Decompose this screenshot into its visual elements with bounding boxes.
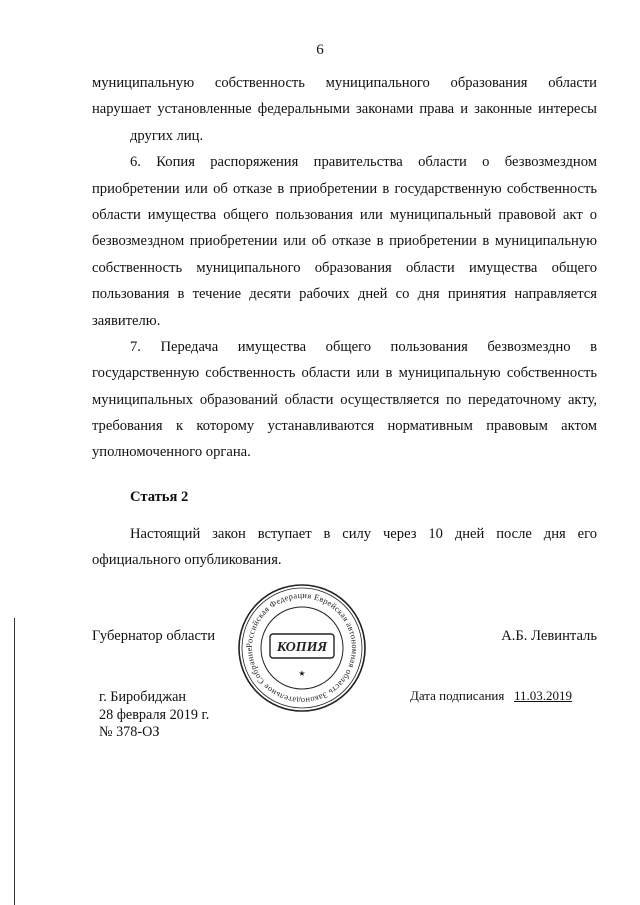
star-icon: ★ (298, 669, 306, 678)
stamp-ring-text: Российская Федерация Еврейская автономная область Законодательное Собрание (244, 590, 360, 706)
article-body (92, 520, 597, 573)
adoption-date: 28 февраля 2019 г. (99, 706, 210, 723)
body-line: нарушает установленные федеральными законами права и законные интересы (92, 101, 597, 118)
body-line: уполномоченного органа. (92, 444, 251, 461)
copy-stamp (236, 582, 368, 714)
body-line: государственную собственность области или в муниципальную собственность (92, 365, 597, 382)
article-line: официального опубликования. (92, 552, 282, 569)
body-line: пользования в течение десяти рабочих дней со дня принятия направляется (92, 286, 597, 303)
body-line: муниципальную собственность муниципального образования области (92, 75, 597, 91)
body-line: приобретении или об отказе в приобретении в государственную собственность (92, 180, 597, 197)
body-line: требования к которому устанавливаются нормативным правовым актом (92, 418, 597, 435)
signatory-name: А.Б. Левинталь (501, 628, 597, 644)
law-number: № 378-ОЗ (99, 724, 160, 740)
article-line: Настоящий закон вступает в силу через 10 дней после дня его (130, 526, 597, 542)
body-line: 6. Копия распоряжения правительства области о безвозмездном (130, 154, 597, 171)
scan-margin-line (14, 618, 15, 905)
stamp-center-text: КОПИЯ (276, 640, 328, 655)
page-number: 6 (316, 42, 324, 58)
signing-date-label: Дата подписания (410, 688, 505, 703)
law-body-text (92, 70, 597, 466)
body-line: других лиц. (130, 127, 204, 144)
place-date-number-block (99, 689, 209, 742)
body-line: 7. Передача имущества общего пользования безвозмездно в (130, 338, 597, 355)
body-line: заявителю. (92, 312, 161, 329)
signing-date-value: 11.03.2019 (514, 688, 573, 703)
body-line: безвозмездном приобретении или об отказе в приобретении в муниципальную (92, 233, 597, 250)
signatory-position: Губернатор области (92, 628, 216, 644)
body-line: собственность муниципального образования области имущества общего (92, 259, 597, 276)
city: г. Биробиджан (99, 689, 186, 705)
article-heading: Статья 2 (130, 489, 189, 505)
body-line: муниципальных образований области осуществляется по передаточному акту, (92, 391, 597, 408)
body-line: области имущества общего пользования или муниципальный правовой акт о (92, 206, 597, 223)
